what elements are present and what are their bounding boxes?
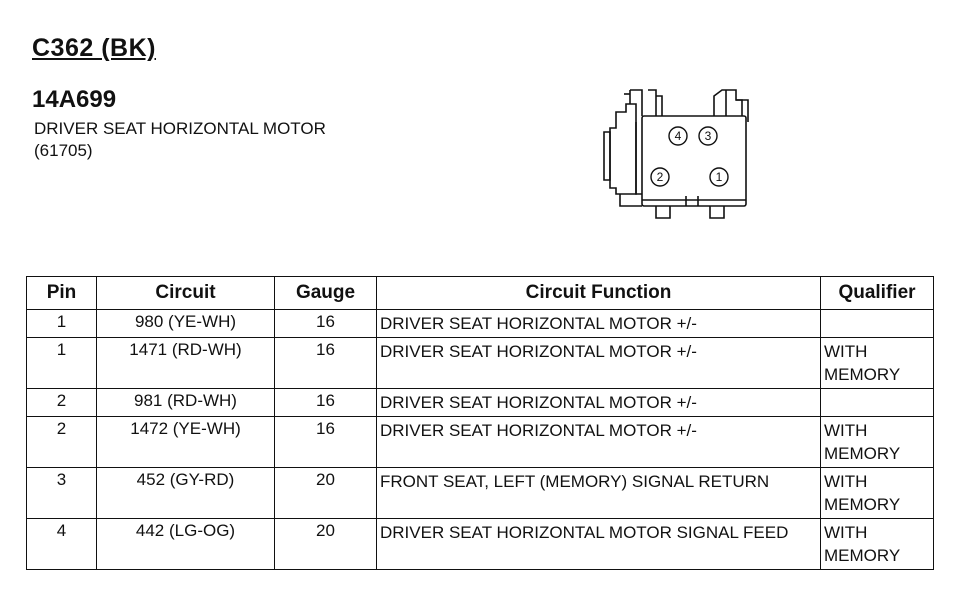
header-qualifier: Qualifier [821, 277, 934, 310]
cell-circuit: 1471 (RD-WH) [97, 338, 275, 389]
cell-pin: 1 [27, 338, 97, 389]
cell-function: DRIVER SEAT HORIZONTAL MOTOR +/- [377, 389, 821, 417]
connector-inner-ledge [636, 122, 642, 194]
cell-function: DRIVER SEAT HORIZONTAL MOTOR +/- [377, 338, 821, 389]
cell-gauge: 16 [275, 417, 377, 468]
cell-function: DRIVER SEAT HORIZONTAL MOTOR +/- [377, 417, 821, 468]
header-circuit-function: Circuit Function [377, 277, 821, 310]
cell-function: DRIVER SEAT HORIZONTAL MOTOR SIGNAL FEED [377, 519, 821, 570]
cell-gauge: 20 [275, 519, 377, 570]
pin-3 [699, 127, 717, 145]
table-row [27, 338, 934, 389]
cell-pin: 2 [27, 389, 97, 417]
cell-circuit: 442 (LG-OG) [97, 519, 275, 570]
table-row [27, 519, 934, 570]
cell-gauge: 16 [275, 389, 377, 417]
pin-2-label: 2 [656, 170, 664, 184]
cell-gauge: 20 [275, 468, 377, 519]
header-pin: Pin [27, 277, 97, 310]
connector-left-latch [610, 104, 636, 194]
connector-bottom-side [620, 194, 642, 206]
connector-bottom-key-center [686, 196, 698, 206]
pin-1 [710, 168, 728, 186]
cell-qualifier: WITH MEMORY [821, 417, 934, 468]
part-code: (61705) [34, 141, 93, 160]
pin-4-label: 4 [674, 129, 682, 143]
cell-circuit: 1472 (YE-WH) [97, 417, 275, 468]
cell-qualifier [821, 389, 934, 417]
connector-left-rail-c [648, 90, 656, 116]
pinout-table [26, 276, 934, 570]
pin-4 [669, 127, 687, 145]
connector-face-diagram [596, 82, 762, 230]
table-row [27, 468, 934, 519]
connector-left-clip [604, 132, 610, 180]
connector-title: C362 (BK) [32, 34, 156, 62]
connector-housing [642, 116, 746, 206]
cell-pin: 3 [27, 468, 97, 519]
cell-function: DRIVER SEAT HORIZONTAL MOTOR +/- [377, 310, 821, 338]
cell-qualifier [821, 310, 934, 338]
cell-function: FRONT SEAT, LEFT (MEMORY) SIGNAL RETURN [377, 468, 821, 519]
cell-qualifier: WITH MEMORY [821, 338, 934, 389]
cell-gauge: 16 [275, 310, 377, 338]
pin-3-label: 3 [704, 129, 712, 143]
table-row [27, 310, 934, 338]
header-gauge: Gauge [275, 277, 377, 310]
part-number: 14A699 [32, 86, 117, 113]
header-circuit: Circuit [97, 277, 275, 310]
cell-circuit: 452 (GY-RD) [97, 468, 275, 519]
cell-gauge: 16 [275, 338, 377, 389]
connector-left-rail-d [656, 96, 662, 116]
cell-qualifier: WITH MEMORY [821, 519, 934, 570]
pin-2 [651, 168, 669, 186]
table-header-row [27, 277, 934, 310]
connector-bottom-key-left [656, 206, 670, 218]
cell-pin: 4 [27, 519, 97, 570]
part-description-block [34, 118, 326, 162]
table-row [27, 417, 934, 468]
table-row [27, 389, 934, 417]
cell-circuit: 981 (RD-WH) [97, 389, 275, 417]
cell-circuit: 980 (YE-WH) [97, 310, 275, 338]
connector-bottom-key-right [710, 206, 724, 218]
connector-right-latch [714, 90, 742, 116]
part-description: DRIVER SEAT HORIZONTAL MOTOR [34, 119, 326, 138]
cell-pin: 2 [27, 417, 97, 468]
cell-pin: 1 [27, 310, 97, 338]
cell-qualifier: WITH MEMORY [821, 468, 934, 519]
pin-1-label: 1 [715, 170, 723, 184]
